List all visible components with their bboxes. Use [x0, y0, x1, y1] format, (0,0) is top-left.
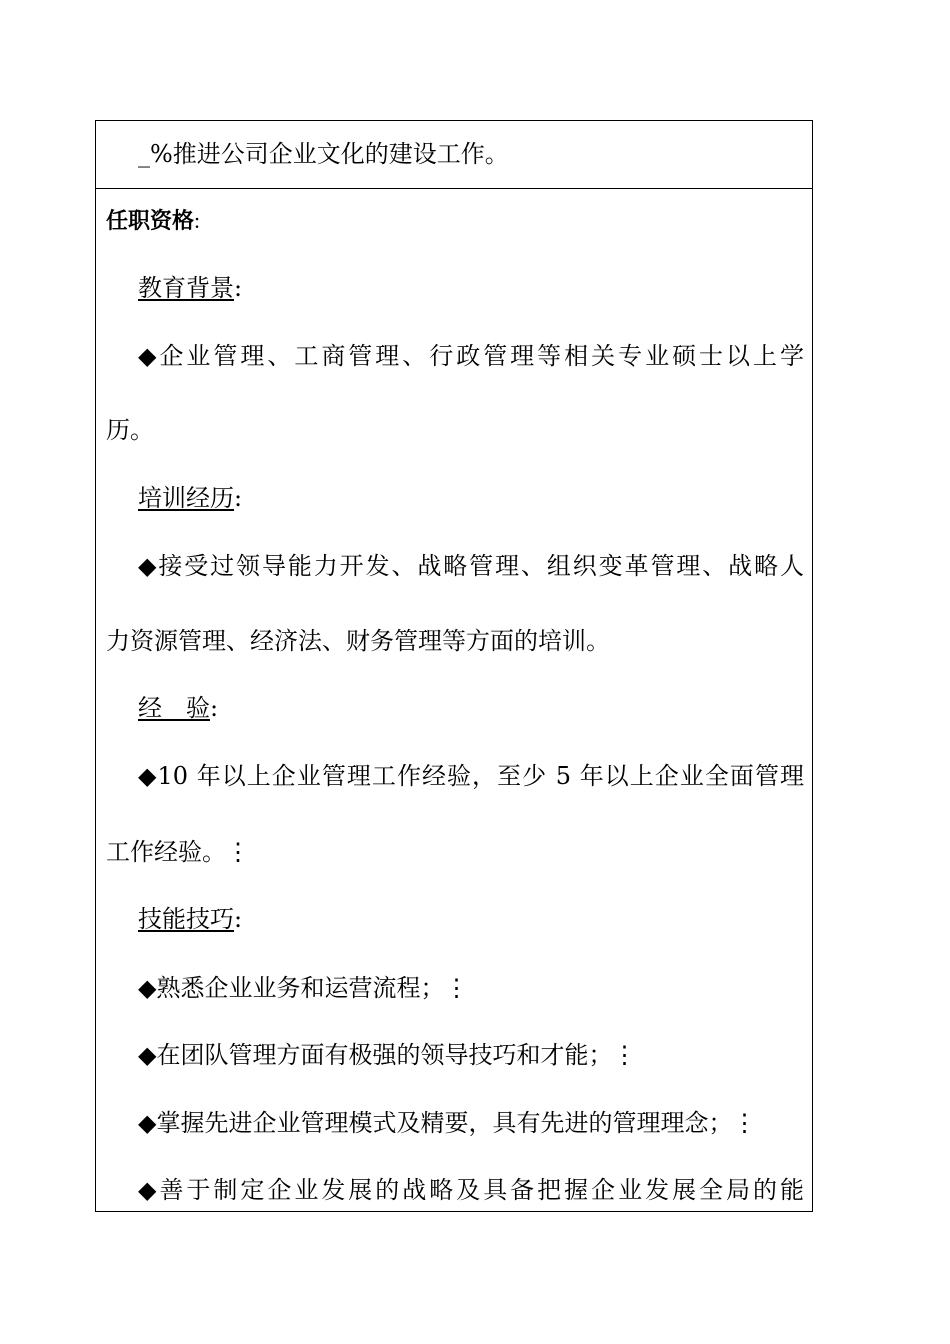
education-line-2: 历。 [106, 416, 154, 444]
training-line-2: 力资源管理、经济法、财务管理等方面的培训。 [106, 627, 610, 655]
skills-item-2: ◆在团队管理方面有极强的领导技巧和才能；⋮ [138, 1041, 637, 1069]
qualification-table [95, 120, 813, 1212]
skills-item-3: ◆掌握先进企业管理模式及精要，具有先进的管理理念；⋮ [138, 1109, 757, 1137]
skills-item-4: ◆善于制定企业发展的战略及具备把握企业发展全局的能 [138, 1176, 804, 1204]
training-heading: 培训经历: [138, 484, 243, 512]
experience-heading: 经 验: [138, 694, 219, 722]
experience-line-2: 工作经验。⋮ [106, 838, 250, 866]
experience-line-1: ◆10 年以上企业管理工作经验，至少 5 年以上企业全面管理 [138, 762, 804, 790]
training-line-1: ◆接受过领导能力开发、战略管理、组织变革管理、战略人 [138, 552, 804, 580]
responsibility-text: _%推进公司企业文化的建设工作。 [138, 140, 509, 168]
education-heading: 教育背景: [138, 274, 243, 302]
table-row-responsibility [96, 121, 812, 189]
skills-item-1: ◆熟悉企业业务和运营流程；⋮ [138, 974, 469, 1002]
education-line-1: ◆企业管理、工商管理、行政管理等相关专业硕士以上学 [138, 342, 804, 370]
skills-heading: 技能技巧: [138, 905, 243, 933]
section-title: 任职资格: [106, 208, 201, 234]
